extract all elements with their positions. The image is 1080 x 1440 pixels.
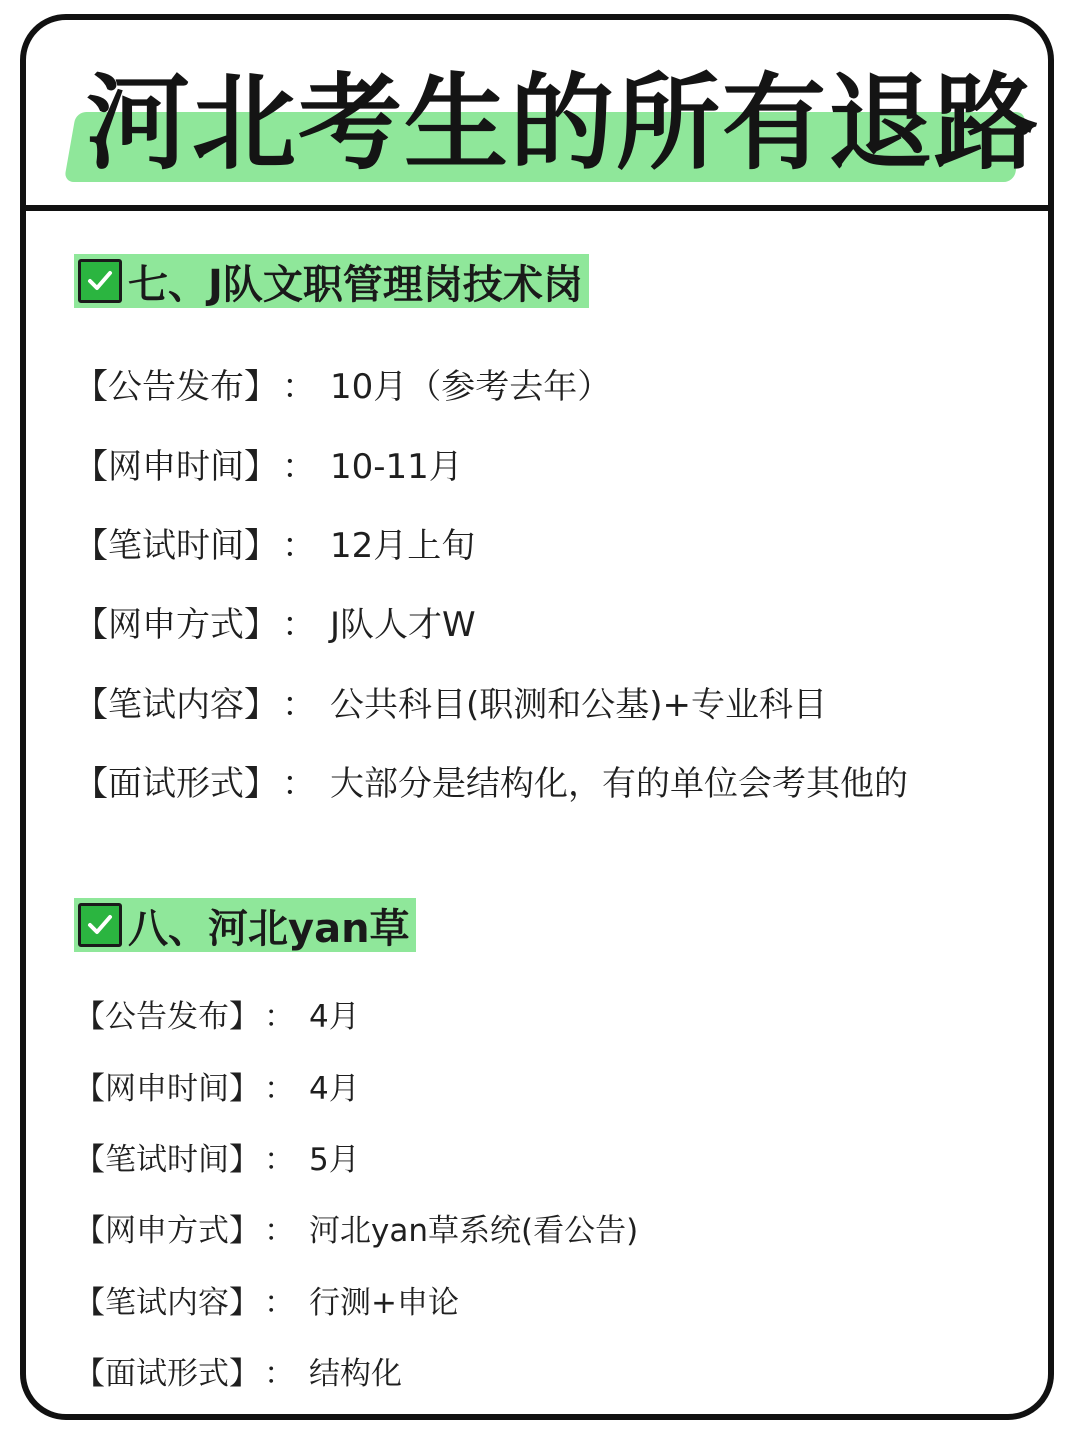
row-value: 4月 [309,1070,360,1107]
section-heading-text: 八、河北yan草 [128,905,410,952]
section-heading [74,254,589,308]
section-hebei-yancao [74,898,1034,1406]
list-item [74,1192,1034,1263]
row-value: 10-11月 [330,446,463,487]
info-list [74,978,1034,1406]
row-separator: ： [282,764,316,805]
row-separator: ： [264,1141,295,1178]
title-area [26,20,1048,208]
row-value: J队人才W [330,605,476,646]
info-list [74,344,1034,820]
row-separator: ： [264,999,295,1036]
row-label: 【面试形式】 [74,764,278,805]
info-card [20,14,1054,1420]
row-value: 10月（参考去年） [330,367,612,408]
row-label: 【网申方式】 [74,605,278,646]
row-label: 【笔试内容】 [74,1284,260,1321]
list-item [74,1264,1034,1335]
list-item [74,741,1034,820]
list-item [74,344,1034,423]
row-value: 5月 [309,1141,360,1178]
row-label: 【笔试时间】 [74,525,278,566]
list-item [74,1049,1034,1120]
list-item [74,1335,1034,1406]
row-value: 4月 [309,999,360,1036]
list-item [74,503,1034,582]
title-divider [26,205,1048,211]
row-value: 结构化 [309,1356,402,1393]
row-separator: ： [264,1070,295,1107]
row-separator: ： [282,446,316,487]
row-value: 河北yan草系统(看公告) [309,1213,639,1250]
page-title: 河北考生的所有退路 [86,62,1041,184]
row-label: 【笔试内容】 [74,684,278,725]
row-label: 【网申时间】 [74,446,278,487]
row-value: 公共科目(职测和公基)+专业科目 [330,684,828,725]
row-label: 【公告发布】 [74,999,260,1036]
row-label: 【笔试时间】 [74,1141,260,1178]
row-separator: ： [264,1284,295,1321]
row-separator: ： [282,684,316,725]
row-value: 12月上旬 [330,525,476,566]
row-separator: ： [282,367,316,408]
section-military-civilian [74,254,1034,820]
list-item [74,978,1034,1049]
row-separator: ： [264,1213,295,1250]
section-heading [74,898,416,952]
row-value: 大部分是结构化，有的单位会考其他的 [330,764,908,805]
check-box-icon [78,259,122,303]
row-label: 【面试形式】 [74,1356,260,1393]
row-separator: ： [282,605,316,646]
list-item [74,423,1034,502]
row-label: 【网申时间】 [74,1070,260,1107]
check-box-icon [78,903,122,947]
row-separator: ： [264,1356,295,1393]
row-label: 【公告发布】 [74,367,278,408]
list-item [74,1121,1034,1192]
list-item [74,662,1034,741]
row-label: 【网申方式】 [74,1213,260,1250]
section-heading-text: 七、J队文职管理岗技术岗 [128,261,583,308]
row-separator: ： [282,525,316,566]
list-item [74,582,1034,661]
row-value: 行测+申论 [309,1284,459,1321]
